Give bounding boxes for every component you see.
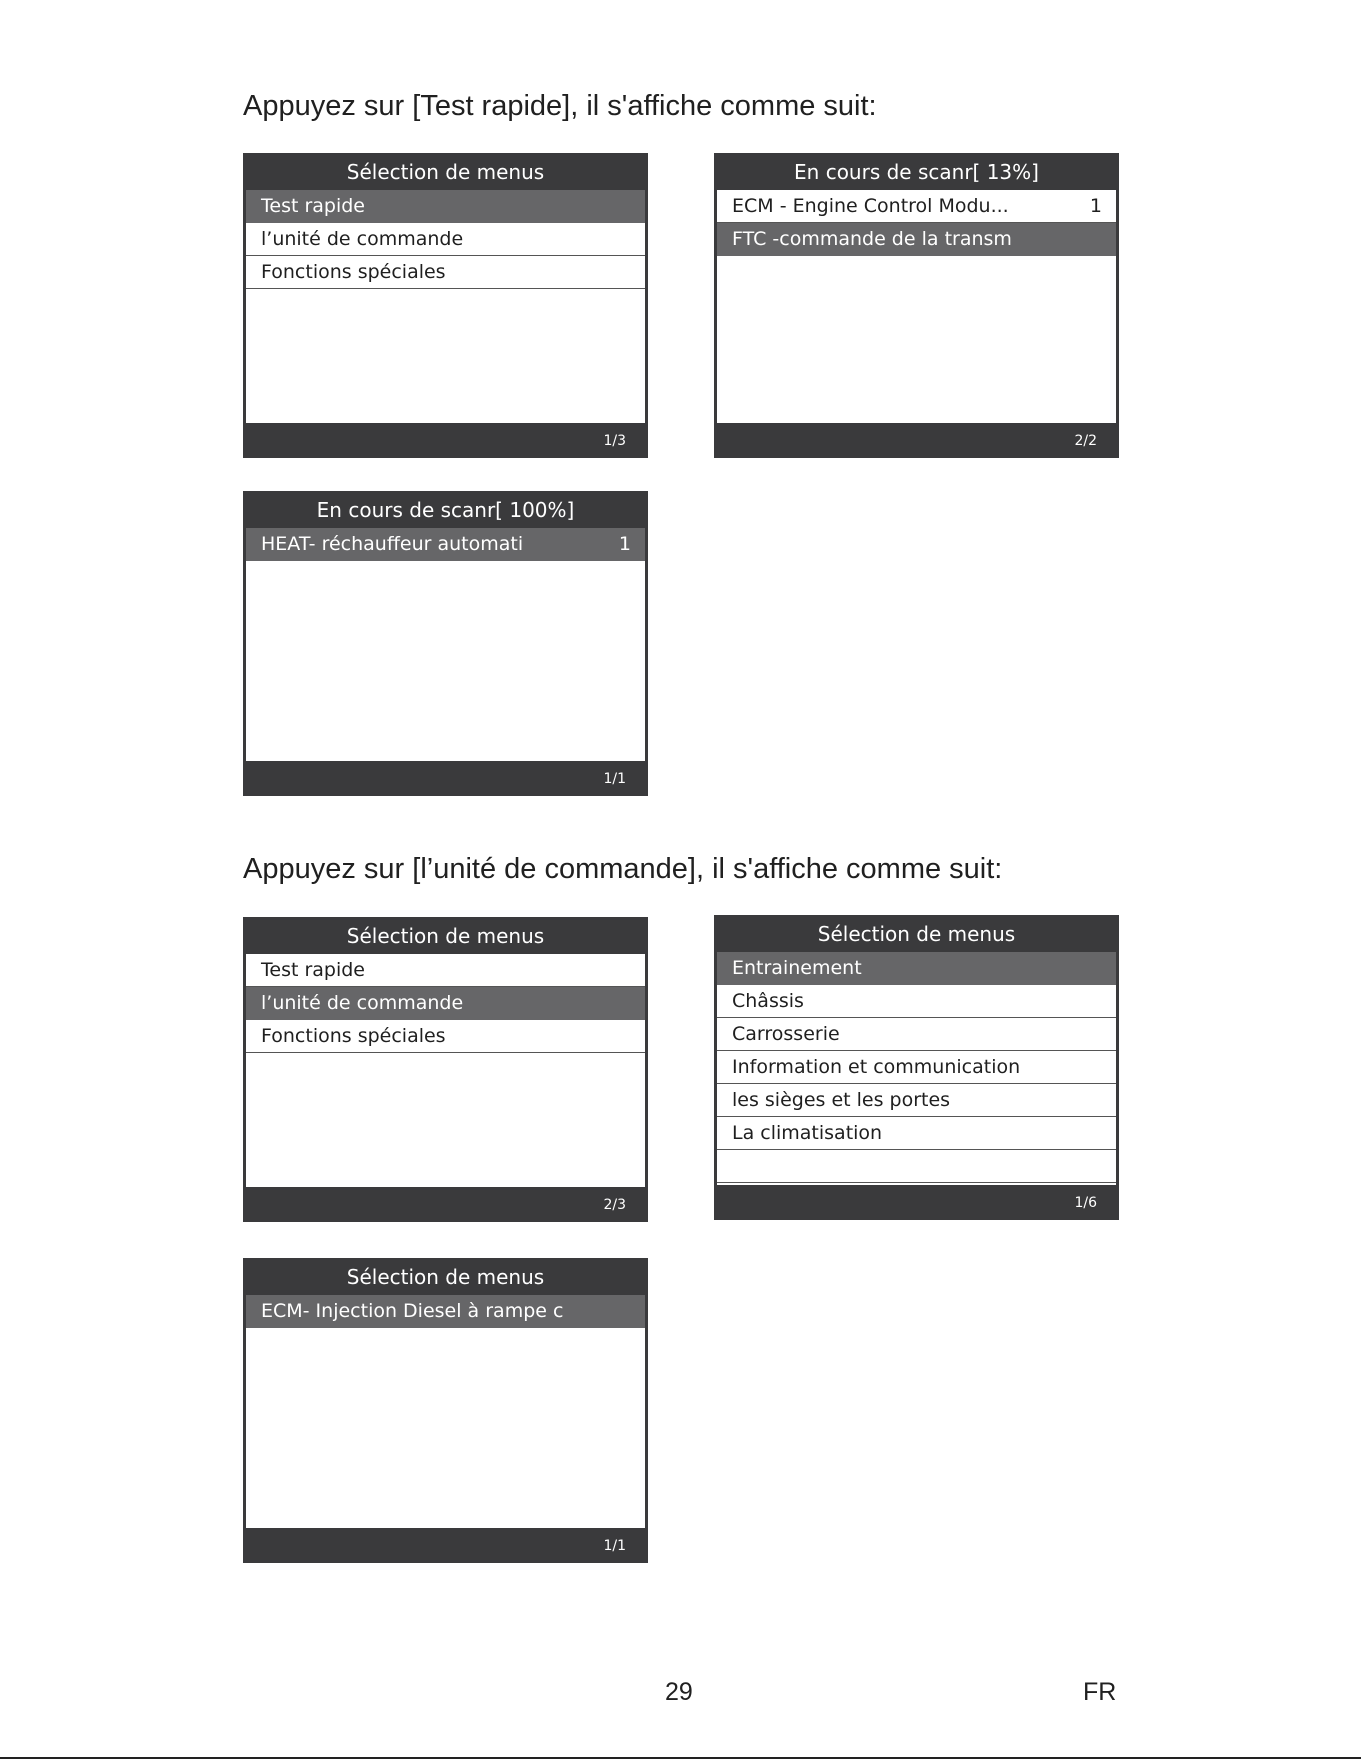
screen-menu-selection-quick-test [243, 153, 648, 458]
menu-item-label: Fonctions spéciales [261, 261, 446, 283]
section-heading-quick-test: Appuyez sur [Test rapide], il s'affiche comme suit: [243, 90, 877, 122]
screen-menu-selection-systems [714, 915, 1119, 1220]
menu-item-label: Information et communication [732, 1056, 1021, 1078]
screen-list [246, 190, 645, 423]
menu-item-test-rapide[interactable] [246, 954, 645, 987]
menu-item-label: HEAT- réchauffeur automati [261, 533, 524, 555]
menu-item-chassis[interactable] [717, 985, 1116, 1018]
menu-item-ecm[interactable] [717, 190, 1116, 223]
menu-item-heat[interactable] [246, 528, 645, 561]
screen-list [246, 528, 645, 761]
menu-item-empty [717, 1150, 1116, 1183]
menu-item-label: Châssis [732, 990, 804, 1012]
screen-menu-selection-control-unit [243, 917, 648, 1222]
screen-title: En cours de scanr[ 13%] [794, 160, 1039, 184]
screen-menu-selection-ecm [243, 1258, 648, 1563]
screen-title: Sélection de menus [346, 160, 545, 184]
page-indicator: 1/3 [603, 433, 626, 449]
section-heading-control-unit: Appuyez sur [l’unité de commande], il s'affiche comme suit: [243, 853, 1003, 885]
menu-item-fonctions-speciales[interactable] [246, 1020, 645, 1053]
page-number: 29 [665, 1678, 693, 1706]
screen-list [246, 954, 645, 1187]
screen-title: Sélection de menus [817, 922, 1016, 946]
menu-item-count: 1 [1089, 195, 1102, 217]
language-code: FR [1083, 1678, 1117, 1706]
menu-item-label: Test rapide [261, 195, 365, 217]
menu-item-label: Carrosserie [732, 1023, 840, 1045]
menu-item-label: les sièges et les portes [732, 1089, 951, 1111]
menu-item-test-rapide[interactable] [246, 190, 645, 223]
menu-item-label: FTC -commande de la transm [732, 228, 1012, 250]
page-indicator: 1/1 [603, 1538, 626, 1554]
menu-item-ftc[interactable] [717, 223, 1116, 256]
menu-item-ecm-injection[interactable] [246, 1295, 645, 1328]
menu-item-information-communication[interactable] [717, 1051, 1116, 1084]
page-indicator: 2/3 [603, 1197, 626, 1213]
menu-item-unite-de-commande[interactable] [246, 987, 645, 1020]
menu-item-label: Entrainement [732, 957, 862, 979]
menu-item-label: l’unité de commande [261, 992, 464, 1014]
menu-item-label: Test rapide [261, 959, 365, 981]
screen-title: Sélection de menus [346, 924, 545, 948]
bottom-rule [0, 1757, 1361, 1759]
screen-list [717, 952, 1116, 1185]
screen-scanning-13 [714, 153, 1119, 458]
screen-title: Sélection de menus [346, 1265, 545, 1289]
menu-item-sieges-portes[interactable] [717, 1084, 1116, 1117]
menu-item-count: 1 [618, 533, 631, 555]
menu-item-carrosserie[interactable] [717, 1018, 1116, 1051]
menu-item-label: l’unité de commande [261, 228, 464, 250]
menu-item-label: ECM - Engine Control Modu... [732, 195, 1009, 217]
screen-list [717, 190, 1116, 423]
page-indicator: 1/6 [1074, 1195, 1097, 1211]
menu-item-climatisation[interactable] [717, 1117, 1116, 1150]
screen-scanning-100 [243, 491, 648, 796]
menu-item-fonctions-speciales[interactable] [246, 256, 645, 289]
menu-item-label: La climatisation [732, 1122, 883, 1144]
menu-item-entrainement[interactable] [717, 952, 1116, 985]
menu-item-label: Fonctions spéciales [261, 1025, 446, 1047]
page-indicator: 2/2 [1074, 433, 1097, 449]
screen-title: En cours de scanr[ 100%] [316, 498, 575, 522]
menu-item-label: ECM- Injection Diesel à rampe c [261, 1300, 564, 1322]
menu-item-unite-de-commande[interactable] [246, 223, 645, 256]
page-indicator: 1/1 [603, 771, 626, 787]
screen-list [246, 1295, 645, 1528]
